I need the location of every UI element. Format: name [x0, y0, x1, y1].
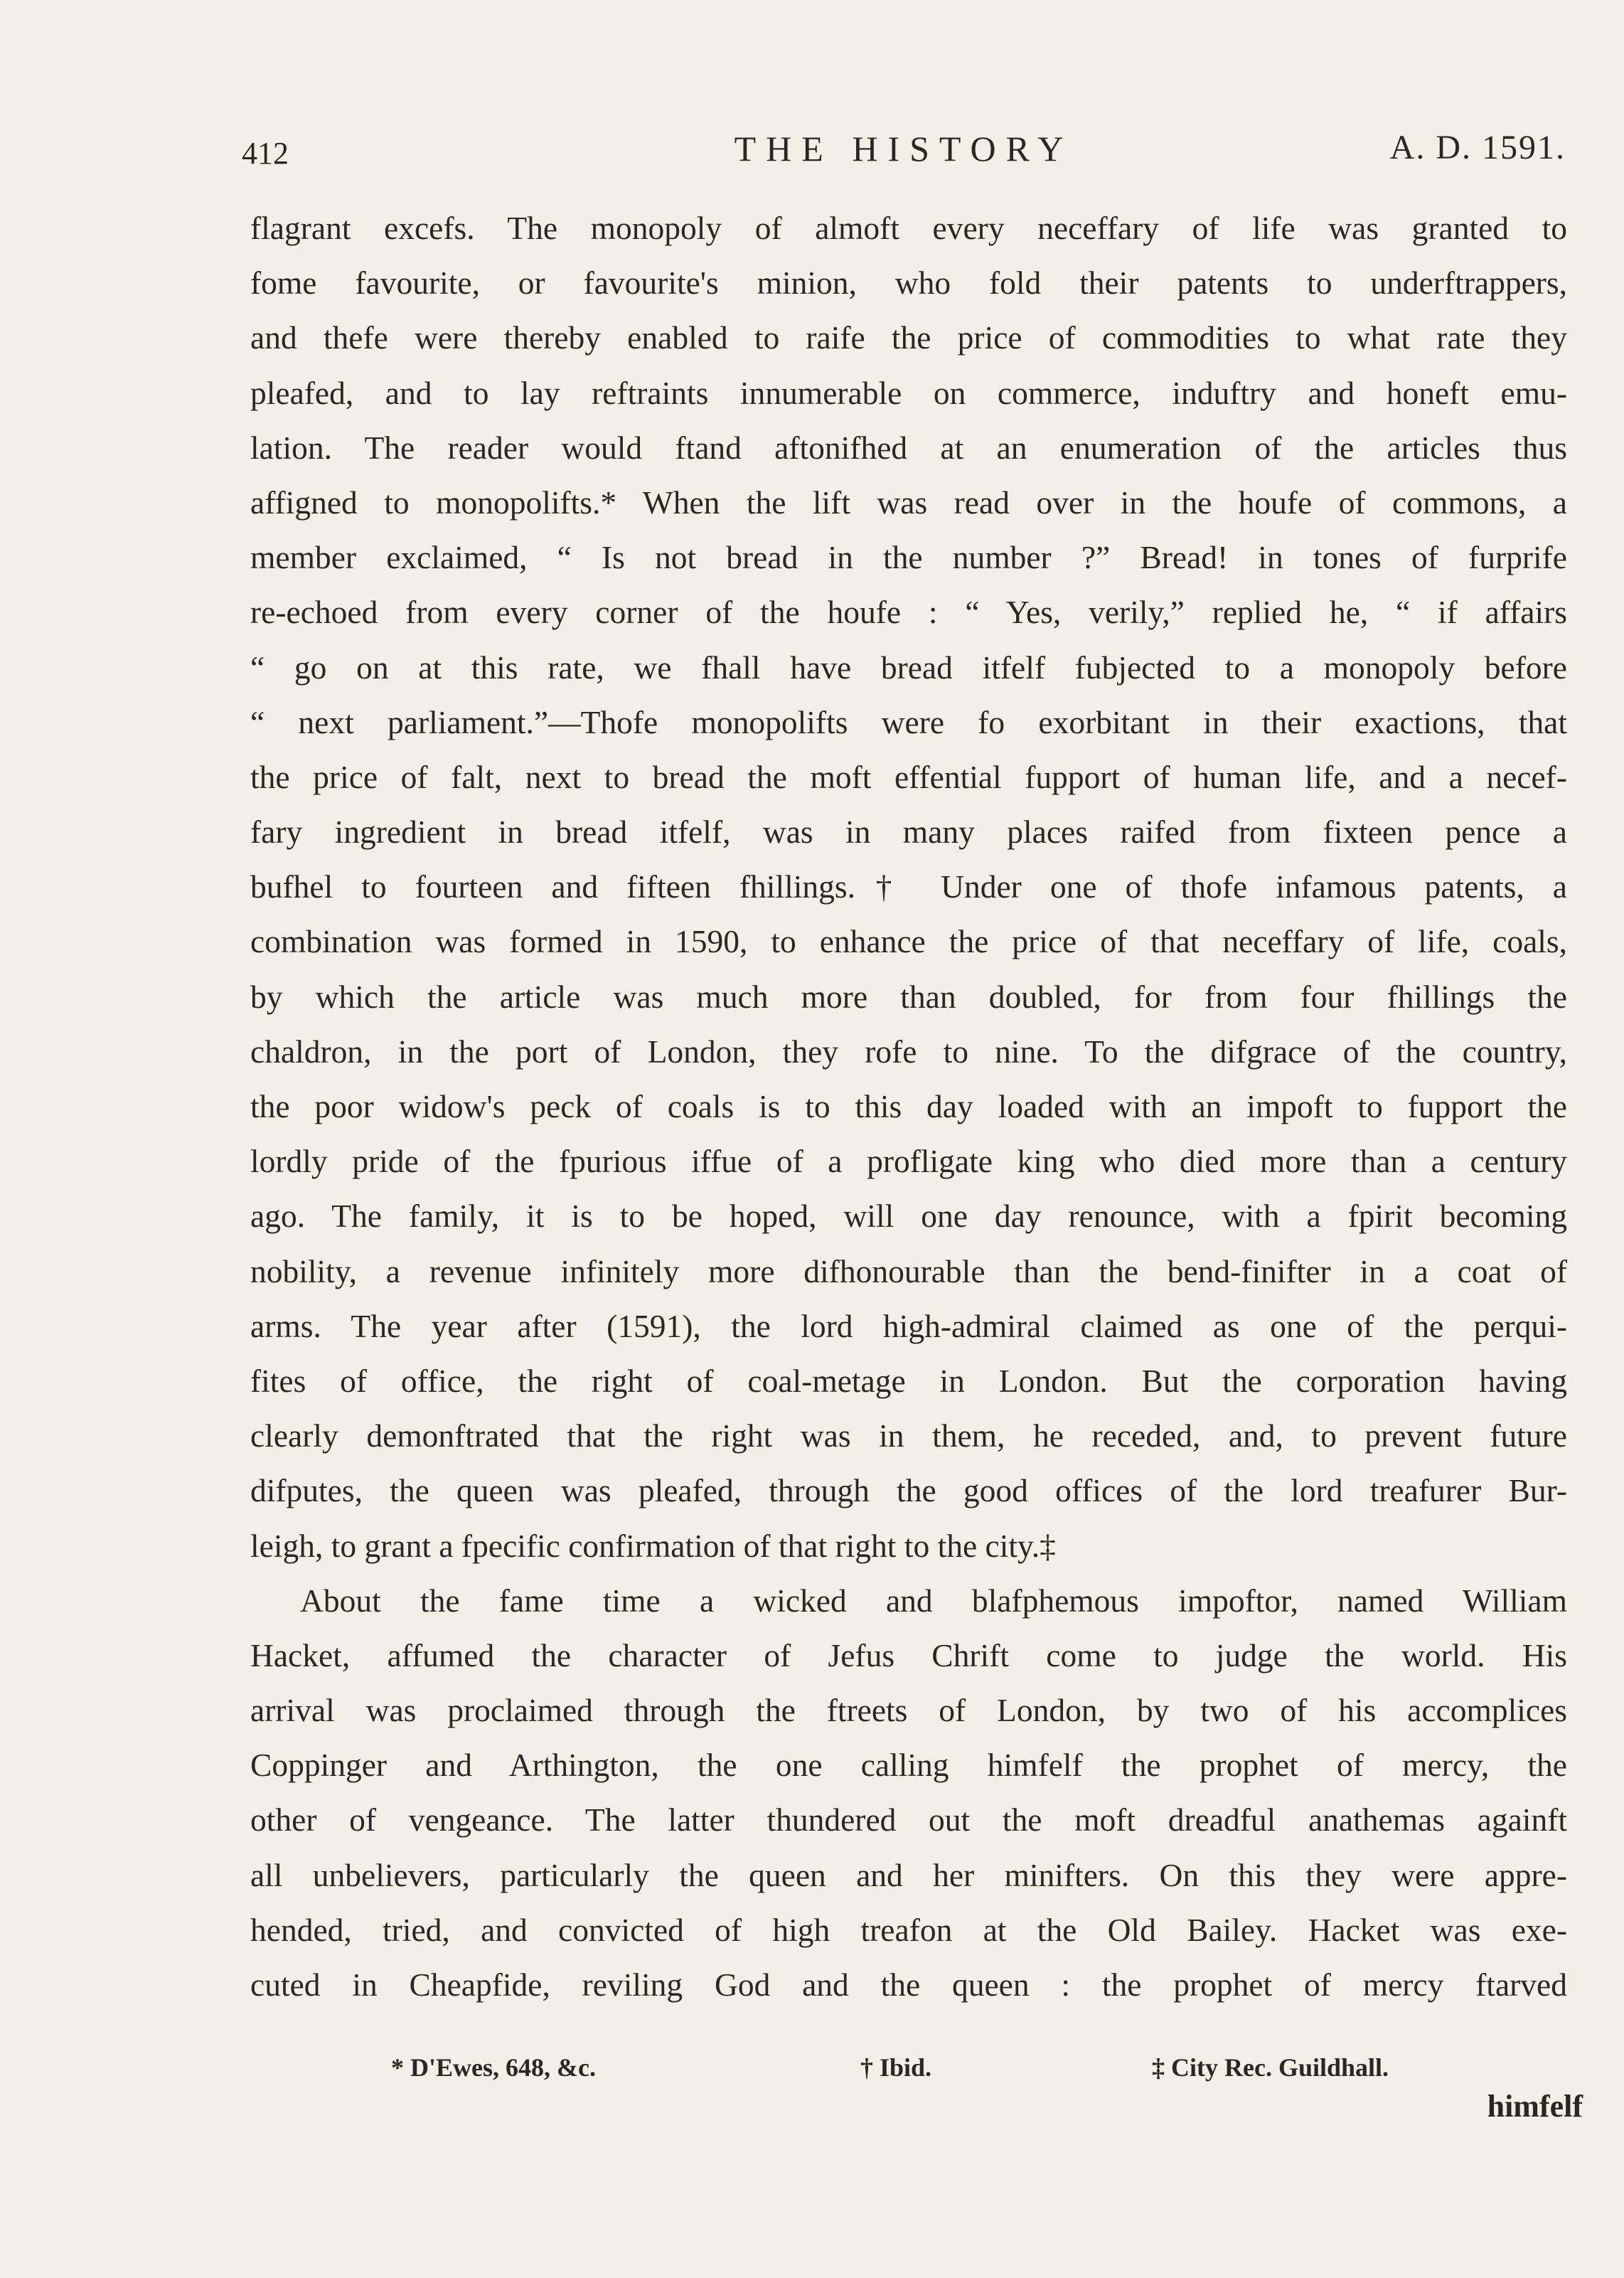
- footnotes: [391, 2053, 1564, 2095]
- text-line: leigh, to grant a fpecific confirmation of that right to the city.‡: [250, 1527, 1056, 1564]
- text-line: pleafed, and to lay reftraints innumerable on commerce, induftry and honeft emu-: [250, 374, 1567, 411]
- text-line: hended, tried, and convicted of high treafon at the Old Bailey. Hacket was exe-: [250, 1911, 1567, 1948]
- running-date: A. D. 1591.: [1389, 129, 1566, 166]
- text-line: other of vengeance. The latter thundered out the moft dreadful anathemas againft: [250, 1801, 1567, 1838]
- text-line: bufhel to fourteen and fifteen fhillings.† Under one of thofe infamous patents, a: [250, 868, 1567, 905]
- text-line: difputes, the queen was pleafed, through the good offices of the lord treafurer Bur-: [250, 1472, 1567, 1509]
- text-line: lation. The reader would ftand aftonifhed at an enumeration of the articles thus: [250, 429, 1567, 466]
- text-line: Hacket, affumed the character of Jefus Chrift come to judge the world. His: [250, 1636, 1567, 1673]
- text-line: About the fame time a wicked and blafphemous impoftor, named William: [300, 1582, 1567, 1619]
- text-line: “ go on at this rate, we fhall have bread itfelf fubjected to a monopoly before: [250, 649, 1567, 686]
- text-line: re-echoed from every corner of the houfe : “ Yes, verily,” replied he, “ if affairs: [250, 594, 1567, 631]
- text-line: Coppinger and Arthington, the one calling himfelf the prophet of mercy, the: [250, 1747, 1567, 1784]
- text-line: arms. The year after (1591), the lord high-admiral claimed as one of the perqui-: [250, 1307, 1567, 1344]
- running-title: THE HISTORY: [734, 129, 1074, 169]
- text-line: arrival was proclaimed through the ftreets of London, by two of his accomplices: [250, 1692, 1567, 1729]
- footnote: ‡ City Rec. Guildhall.: [1152, 2053, 1389, 2082]
- text-line: all unbelievers, particularly the queen and her minifters. On this they were appre-: [250, 1856, 1567, 1893]
- text-line: the poor widow's peck of coals is to this day loaded with an impoft to fupport the: [250, 1088, 1567, 1124]
- text-line: fary ingredient in bread itfelf, was in many places raifed from fixteen pence a: [250, 814, 1567, 851]
- text-line: combination was formed in 1590, to enhance the price of that neceffary of life, coals,: [250, 923, 1567, 960]
- catchword: himfelf: [1487, 2089, 1583, 2124]
- text-line: nobility, a revenue infinitely more difhonourable than the bend-finifter in a coat of: [250, 1252, 1567, 1289]
- page-number: 412: [242, 136, 289, 171]
- running-head: [242, 128, 1566, 178]
- text-line: the price of falt, next to bread the moft effential fupport of human life, and a necef-: [250, 758, 1567, 795]
- text-line: and thefe were thereby enabled to raife the price of commodities to what rate they: [250, 319, 1567, 356]
- body-text: [250, 201, 1567, 2012]
- text-line: “ next parliament.”—Thofe monopolifts were fo exorbitant in their exactions, that: [250, 703, 1567, 740]
- text-line: by which the article was much more than doubled, for from four fhillings the: [250, 978, 1567, 1015]
- text-line: ago. The family, it is to be hoped, will one day renounce, with a fpirit becoming: [250, 1198, 1567, 1235]
- text-line: fites of office, the right of coal-metage in London. But the corporation having: [250, 1362, 1567, 1399]
- text-line: flagrant excefs. The monopoly of almoft every neceffary of life was granted to: [250, 210, 1567, 246]
- text-line: chaldron, in the port of London, they rofe to nine. To the difgrace of the country,: [250, 1033, 1567, 1070]
- footnote: † Ibid.: [860, 2053, 932, 2082]
- text-line: affigned to monopolifts.* When the lift was read over in the houfe of commons, a: [250, 484, 1567, 521]
- footnote: * D'Ewes, 648, &c.: [391, 2053, 596, 2082]
- text-line: fome favourite, or favourite's minion, who fold their patents to underftrappers,: [250, 265, 1567, 302]
- text-line: lordly pride of the fpurious iffue of a profligate king who died more than a century: [250, 1143, 1567, 1180]
- text-line: clearly demonftrated that the right was in them, he receded, and, to prevent future: [250, 1417, 1567, 1454]
- text-line: member exclaimed, “ Is not bread in the number ?” Bread! in tones of furprife: [250, 539, 1567, 576]
- text-line: cuted in Cheapfide, reviling God and the queen : the prophet of mercy ftarved: [250, 1966, 1567, 2003]
